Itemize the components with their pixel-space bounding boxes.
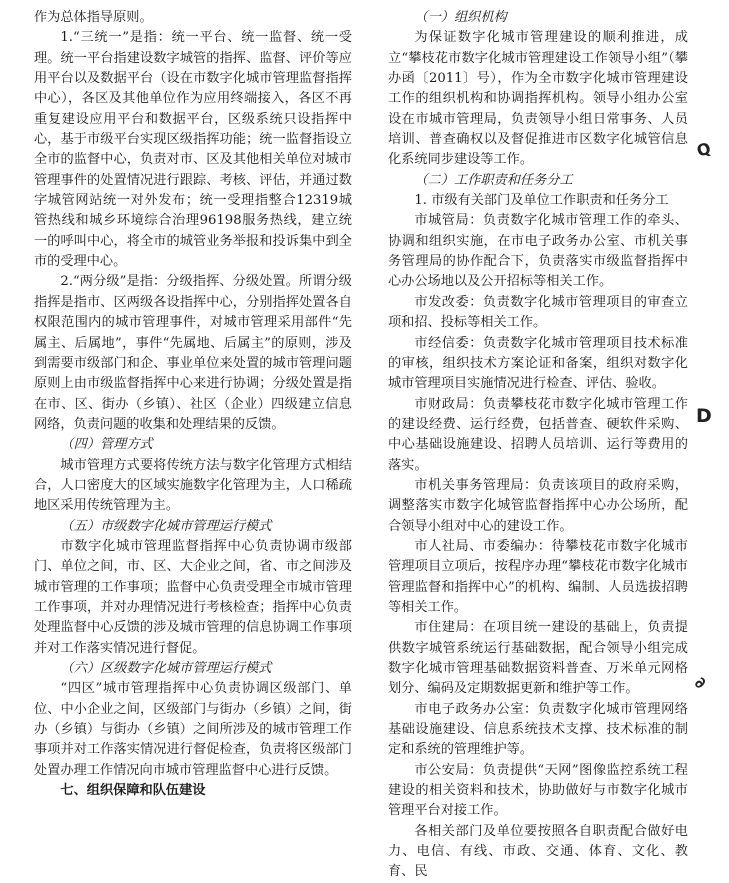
paragraph: 市人社局、市委编办：待攀枝花市数字化城市管理项目立项后，按程序办理“攀枝花市数字化城市管理监督和指挥中心”的机构、编制、人员选拔招聘等相关工作。 <box>388 538 688 615</box>
right-column <box>388 8 688 883</box>
paragraph: 市住建局：在项目统一建设的基础上，负责提供数字城管系统运行基础数据，配合领导小组完成数字化城市管理基础数据资料普查、万米单元网格划分、编码及定期数据更新和维护等工作。 <box>388 620 688 697</box>
section-heading: （一）组织机构 <box>414 10 507 25</box>
paragraph: “四区”城市管理指挥中心负责协调区级部门、单位、中小企业之间，区级部门与街办（乡镇）之间，街办（乡镇）与街办（乡镇）之间所涉及的城市管理工作事项并对工作落实情况进行督促检查，负责将区级部门处置办理工作情况向市城市管理监督中心进行反馈。 <box>34 681 352 778</box>
section-heading: （六）区级数字化城市管理运行模式 <box>60 661 272 676</box>
left-column <box>34 8 352 801</box>
margin-mark: Q <box>694 138 714 161</box>
paragraph: 市数字化城市管理监督指挥中心负责协调市级部门、单位之间，市、区、大企业之间，省、市之间涉及城市管理的工作事项；监督中心负责受理全市城市管理工作事项，并对办理情况进行考核检查；指挥中心负责处理监督中心反馈的涉及城市管理的信息协调工作事项并对工作落实情况进行督促。 <box>34 538 352 656</box>
paragraph: 城市管理方式要将传统方法与数字化管理方式相结合，人口密度大的区域实施数字化管理为主，人口稀疏地区采用传统管理为主。 <box>34 457 352 514</box>
section-heading: （二）工作职责和任务分工 <box>414 172 573 188</box>
paragraph: 2.“两分级”是指：分级指挥、分级处置。所谓分级指挥是指市、区两级各设指挥中心，分别指挥处置各自权限范围内的城市管理事件，对城市管理采用部件“先属主、后属地”，事件“先属地、后属主”的原则，涉及到需要市级部门和企、事业单位来处置的城市管理问题原则上由市级监督指挥中心来进行协调；分级处置是指在市、区、街办（乡镇）、社区（企业）四级建立信息网络，负责问题的收集和处理结果的反馈。 <box>34 274 352 432</box>
paragraph: 市机关事务管理局：负责该项目的政府采购，调整落实市数字化城管监督指挥中心办公场所，配合领导小组对中心的建设工作。 <box>388 477 688 534</box>
paragraph: 市城管局：负责数字化城市管理工作的牵头、协调和组织实施，在市电子政务办公室、市机关事务管理局的协作配合下，负责落实市级监督指挥中心办公场地以及公开招标等相关工作。 <box>388 213 688 290</box>
paragraph: 市公安局：负责提供“天网”图像监控系统工程建设的相关资料和技术，协助做好与市数字化城市管理平台对接工作。 <box>388 762 688 819</box>
section-heading: （四）管理方式 <box>60 437 153 453</box>
paragraph: 各相关部门及单位要按照各自职责配合做好电力、电信、有线、市政、交通、体育、文化、教育、民 <box>388 823 688 880</box>
paragraph: 市发改委：负责数字化城市管理项目的审查立项和招、投标等相关工作。 <box>388 294 688 331</box>
paragraph: 为保证数字化城市管理建设的顺利推进，成立“攀枝花市数字化城市管理建设工作领导小组”（攀办函〔2011〕号），作为全市数字化城市管理建设工作的组织机构和协调指挥机构。领导小组办公室设在市城市管理局，负责领导小组日常事务、人员培训、普查确权以及督促推进市区数字化城管信息化系统同步建设等工作。 <box>388 30 688 168</box>
margin-mark: D <box>696 405 712 427</box>
paragraph: 1. 市级有关部门及单位工作职责和任务分工 <box>414 193 669 209</box>
paragraph: 1.“三统一”是指：统一平台、统一监督、统一受理。统一平台指建设数字城管的指挥、监督、评价等应用平台以及数据平台（设在市数字化城市管理监督指挥中心），各区及其他单位作为应用终端接入，各区不再重复建设应用平台和数据平台，区级系统只设指挥中心，基于市级平台实现区级指挥功能；统一监督指设立全市的监督中心，负责对市、区及其他相关单位对城市管理事件的处置情况进行跟踪、考核、评估，并通过数字城管网站统一对外发布；统一受理指整合12319城管热线和城乡环境综合治理96198服务热线，建立统一的呼叫中心，将全市的城管业务举报和投诉集中到全市的受理中心。 <box>34 30 352 270</box>
section-heading: （五）市级数字化城市管理运行模式 <box>60 518 272 534</box>
margin-mark: ∂ <box>691 672 709 693</box>
paragraph: 市电子政务办公室：负责数字化城市管理网络基础设施建设、信息系统技术支撑、技术标准的制定和系统的管理维护等。 <box>388 701 688 758</box>
paragraph: 市经信委：负责数字化城市管理项目技术标准的审核，组织技术方案论证和备案，组织对数字化城市管理项目实施情况进行检查、评估、验收。 <box>388 335 688 392</box>
paragraph: 市财政局：负责攀枝花市数字化城市管理工作的建设经费、运行经费，包括普查、硬软件采购、中心基础设施建设、招聘人员培训、运行等费用的落实。 <box>388 396 688 473</box>
paragraph: 作为总体指导原则。 <box>34 10 153 25</box>
chapter-heading: 七、组织保障和队伍建设 <box>60 783 206 799</box>
